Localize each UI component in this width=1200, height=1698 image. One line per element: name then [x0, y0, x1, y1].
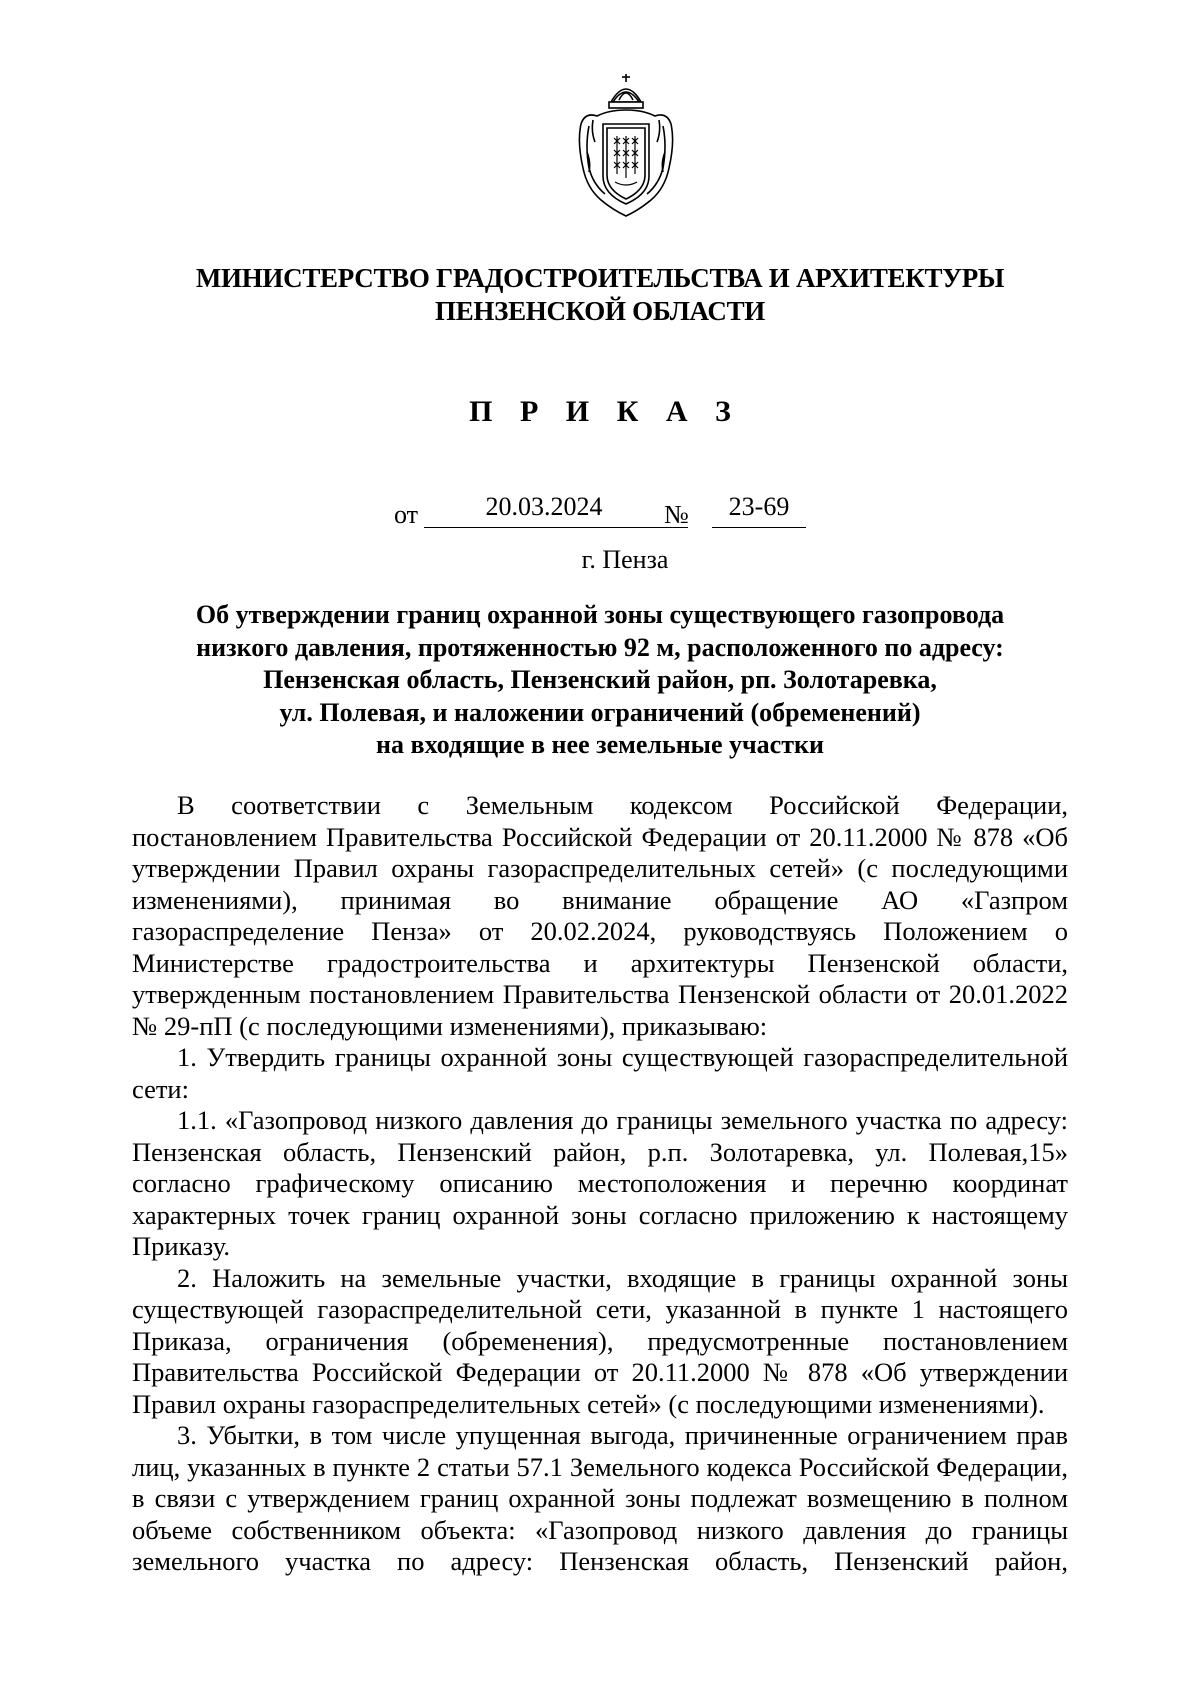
ministry-name-line2: ПЕНЗЕНСКОЙ ОБЛАСТИ: [435, 296, 765, 326]
paragraph-item-3: 3. Убытки, в том числе упущенная выгода, причиненные ограничением прав лиц, указанных в пункте 2 статьи 57.1 Земельного кодекса Российской Федерации, в связи с утверждением границ охранной зоны подлежат возмещению в полном объеме собственником объекта: «Газопровод низкого давления до границы земельного участка по адресу: Пензенская область, Пензенский район,: [132, 1420, 1068, 1576]
number-underline: [712, 527, 806, 528]
ministry-name-line1: МИНИСТЕРСТВО ГРАДОСТРОИТЕЛЬСТВА И АРХИТЕКТУРЫ: [195, 263, 1005, 293]
date-underline: [424, 527, 688, 528]
paragraph-intro: В соответствии с Земельным кодексом Российской Федерации, постановлением Правительства Российской Федерации от 20.11.2000 № 878 «Об утверждении Правил охраны газораспределительных сетей» (с последующими изменениями), принимая во внимание обращение АО «Газпром газораспределение Пенза» от 20.02.2024, руководствуясь Положением о Министерстве градостроительства и архитектуры Пензенской области, утвержденным постановлением Правительства Пензенской области от 20.01.2022 № 29-пП (с последующими изменениями), приказываю:: [132, 790, 1068, 1041]
date-label: от: [394, 500, 419, 529]
paragraph-item-2: 2. Наложить на земельные участки, входящие в границы охранной зоны существующей газораспределительной сети, указанной в пункте 1 настоящего Приказа, ограничения (обременения), предусмотренные постановлением Правительства Российской Федерации от 20.11.2000 № 878 «Об утверждении Правил охраны газораспределительных сетей» (с последующими изменениями).: [132, 1262, 1068, 1419]
paragraph-item-1: 1. Утвердить границы охранной зоны существующей газораспределительной сети:: [132, 1042, 1068, 1104]
title-line5: на входящие в нее земельные участки: [376, 730, 824, 759]
document-body: [132, 790, 1068, 1578]
title-line2: низкого давления, протяженностью 92 м, расположенного по адресу:: [196, 632, 1004, 662]
title-line1: Об утверждении границ охранной зоны существующего газопровода: [195, 600, 1005, 629]
document-type-heading: П Р И К А З: [469, 395, 741, 428]
document-number: 23-69: [728, 492, 790, 521]
document-date: 20.03.2024: [485, 492, 603, 521]
document-title: [120, 599, 1080, 762]
coat-of-arms-emblem: [567, 72, 685, 220]
title-line4: ул. Полевая, и наложении ограничений (обременений): [279, 697, 921, 727]
paragraph-item-1-1: 1.1. «Газопровод низкого давления до границы земельного участка по адресу: Пензенская область, Пензенский район, р.п. Золотаревка, ул. Полевая,15» согласно графическому описанию местоположения и перечню координат характерных точек границ охранной зоны согласно приложению к настоящему Приказу.: [132, 1105, 1068, 1261]
city-line: [0, 545, 1200, 575]
ministry-name: [0, 262, 1200, 328]
number-label: №: [664, 500, 689, 529]
city: г. Пенза: [581, 545, 669, 574]
title-line3: Пензенская область, Пензенский район, рп. Золотаревка,: [263, 665, 937, 694]
